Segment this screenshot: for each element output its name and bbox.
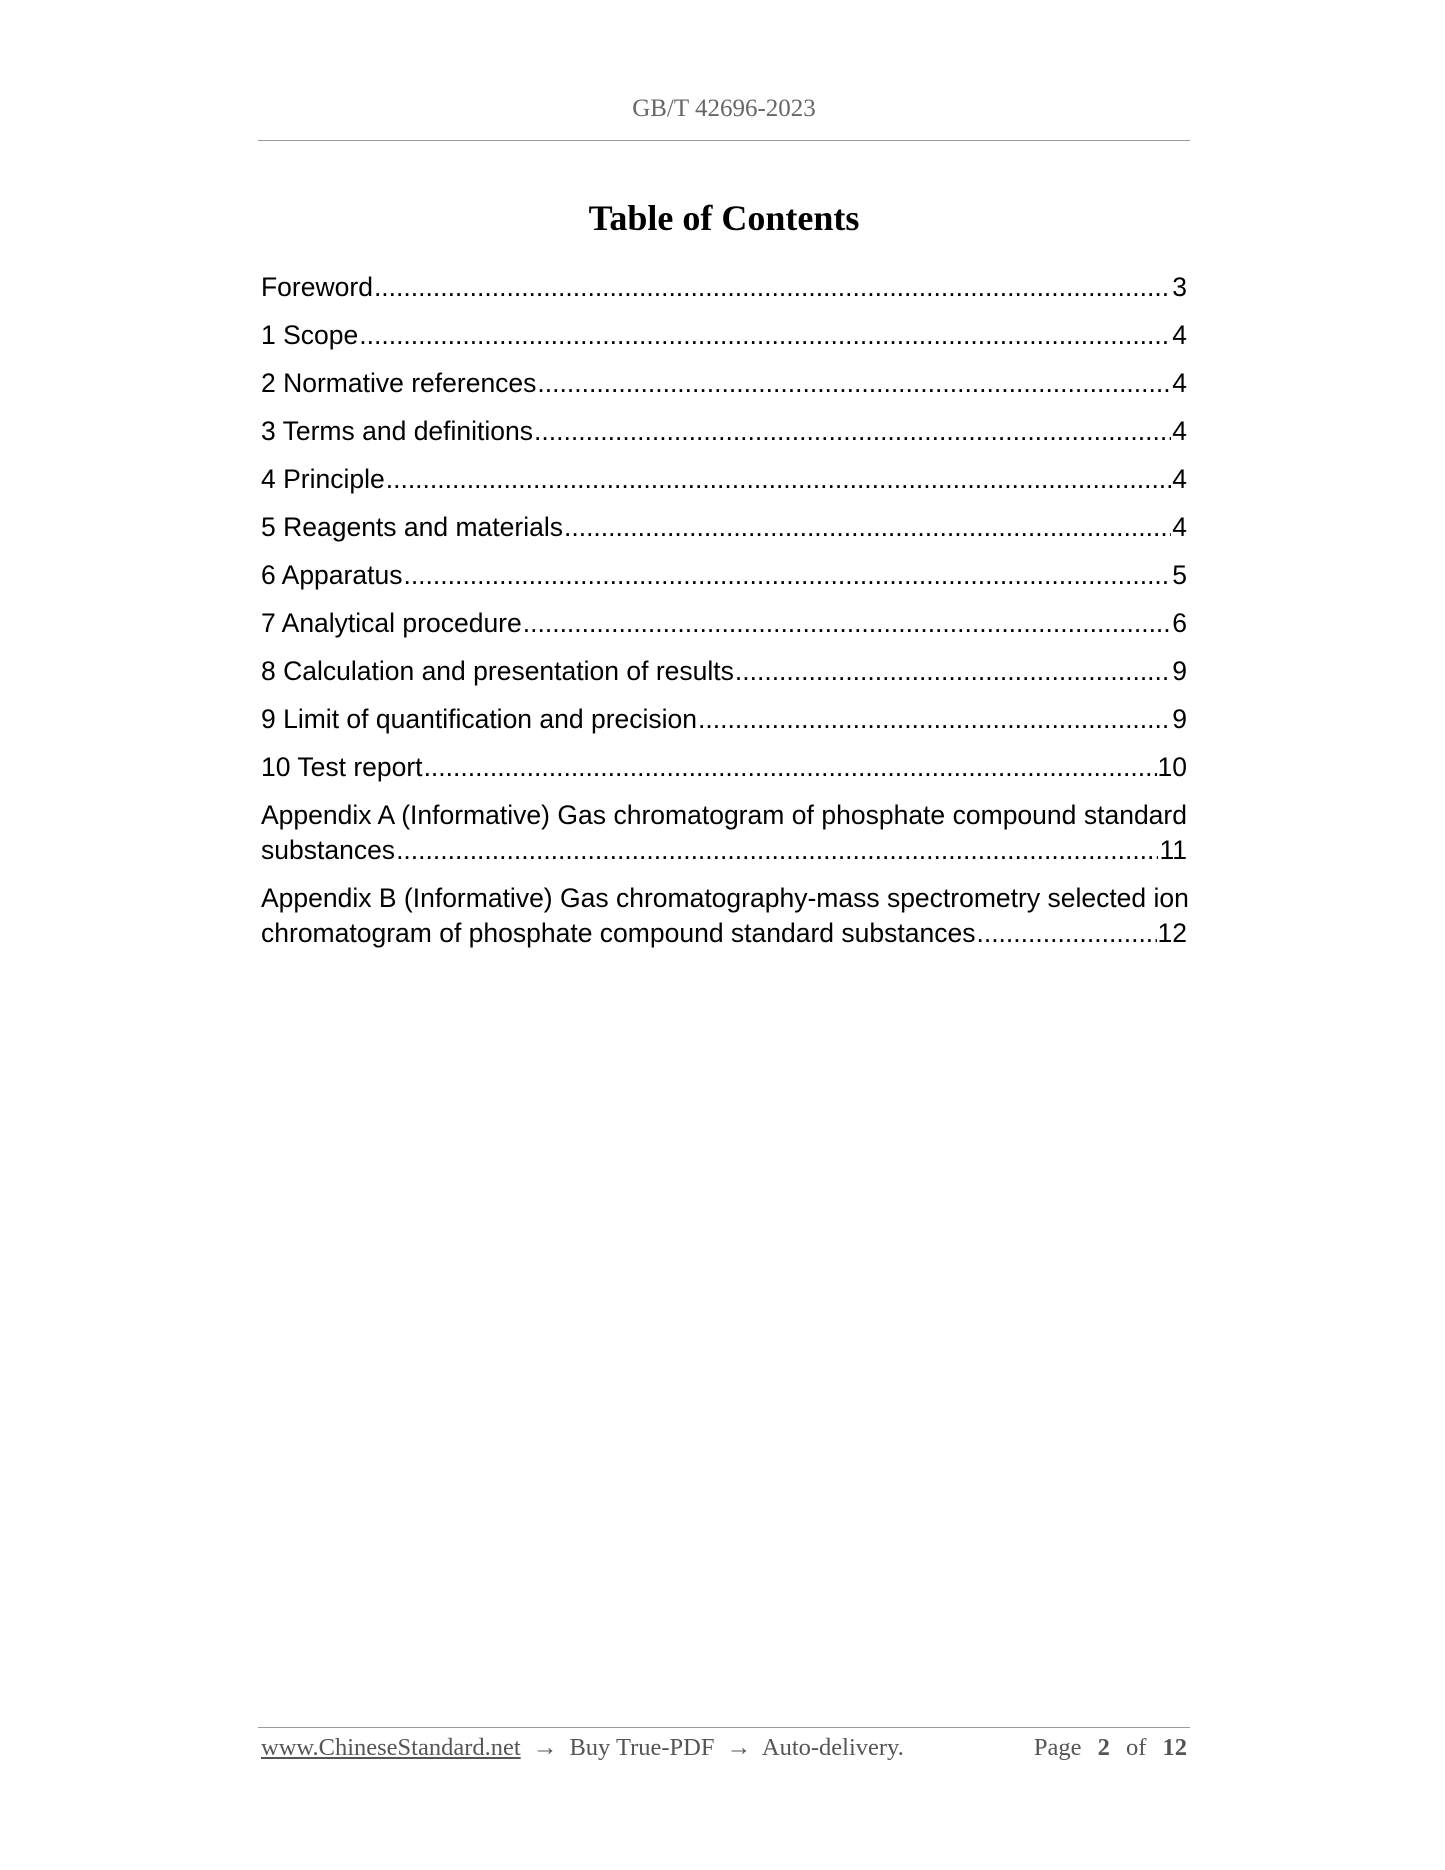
page-word: Page: [1033, 1734, 1082, 1761]
toc-entry-page: 3: [1172, 272, 1187, 302]
toc-entry-page: 9: [1172, 656, 1187, 686]
toc-entry-foreword[interactable]: [261, 270, 1187, 305]
toc-entry-reagents-and-materials[interactable]: [261, 510, 1187, 545]
toc-dot-leader: [698, 702, 1171, 737]
toc-entry-page: 11: [1159, 835, 1187, 865]
toc-dot-leader: [976, 916, 1156, 951]
toc-entry-label-line1: Appendix A (Informative) Gas chromatogram of phosphate compound standard: [261, 800, 1187, 830]
buy-text: Buy True-PDF: [569, 1734, 715, 1761]
site-link[interactable]: www.ChineseStandard.net: [261, 1734, 521, 1761]
toc-entry-appendix-b[interactable]: [261, 881, 1187, 951]
header-divider: [258, 140, 1190, 141]
delivery-text: Auto-delivery.: [761, 1734, 904, 1761]
toc-dot-leader: [534, 414, 1171, 449]
toc-dot-leader: [359, 318, 1171, 353]
toc-entry-label: 5 Reagents and materials: [261, 512, 563, 542]
page-title: Table of Contents: [588, 198, 860, 238]
page-current: 2: [1097, 1734, 1110, 1761]
toc-entry-page: 9: [1172, 704, 1187, 734]
toc-entry-page: 4: [1172, 320, 1187, 350]
toc-dot-leader: [424, 750, 1157, 785]
toc-entry-label: 4 Principle: [261, 464, 385, 494]
toc-entry-scope[interactable]: [261, 318, 1187, 353]
toc-entry-label-line2: chromatogram of phosphate compound standard substances: [261, 918, 976, 948]
toc-entry-label: Foreword: [261, 272, 373, 302]
footer-divider: [258, 1727, 1190, 1728]
arrow-right-icon: →: [726, 1734, 752, 1761]
toc-entry-apparatus[interactable]: [261, 558, 1187, 593]
toc-entry-label: 9 Limit of quantification and precision: [261, 704, 698, 734]
toc-dot-leader: [735, 654, 1171, 689]
page-total: 12: [1162, 1734, 1187, 1761]
toc-entry-page: 4: [1172, 416, 1187, 446]
toc-entry-page: 6: [1172, 608, 1187, 638]
toc-entry-label: 3 Terms and definitions: [261, 416, 534, 446]
toc-dot-leader: [374, 270, 1171, 305]
toc-dot-leader: [537, 366, 1171, 401]
toc-entry-label: 7 Analytical procedure: [261, 608, 522, 638]
toc-entry-calculation-and-results[interactable]: [261, 654, 1187, 689]
footer-promo: [261, 1730, 904, 1766]
toc-dot-leader: [396, 833, 1158, 868]
toc-entry-page: 4: [1172, 368, 1187, 398]
toc-entry-page: 10: [1157, 752, 1187, 782]
table-of-contents: [261, 270, 1187, 964]
toc-entry-analytical-procedure[interactable]: [261, 606, 1187, 641]
toc-entry-label: 6 Apparatus: [261, 560, 403, 590]
toc-entry-appendix-a[interactable]: [261, 798, 1187, 868]
arrow-right-icon: →: [532, 1734, 558, 1761]
toc-entry-label: 2 Normative references: [261, 368, 537, 398]
of-word: of: [1125, 1734, 1147, 1761]
toc-entry-terms-and-definitions[interactable]: [261, 414, 1187, 449]
toc-entry-test-report[interactable]: [261, 750, 1187, 785]
toc-entry-label: 10 Test report: [261, 752, 423, 782]
running-header: GB/T 42696-2023: [632, 95, 816, 122]
toc-entry-label: 1 Scope: [261, 320, 359, 350]
toc-entry-label: 8 Calculation and presentation of results: [261, 656, 734, 686]
toc-entry-page: 12: [1157, 918, 1187, 948]
page-footer: [261, 1730, 1187, 1766]
toc-entry-label-line1: Appendix B (Informative) Gas chromatography-mass spectrometry selected ion: [261, 883, 1189, 913]
toc-entry-label-line2: substances: [261, 835, 396, 865]
toc-entry-limit-of-quantification[interactable]: [261, 702, 1187, 737]
toc-dot-leader: [523, 606, 1172, 641]
toc-entry-normative-references[interactable]: [261, 366, 1187, 401]
page-indicator: [1034, 1730, 1187, 1766]
toc-dot-leader: [564, 510, 1171, 545]
toc-dot-leader: [386, 462, 1172, 497]
toc-entry-principle[interactable]: [261, 462, 1187, 497]
toc-entry-page: 4: [1172, 512, 1187, 542]
toc-entry-page: 5: [1172, 560, 1187, 590]
toc-dot-leader: [403, 558, 1171, 593]
toc-entry-page: 4: [1172, 464, 1187, 494]
